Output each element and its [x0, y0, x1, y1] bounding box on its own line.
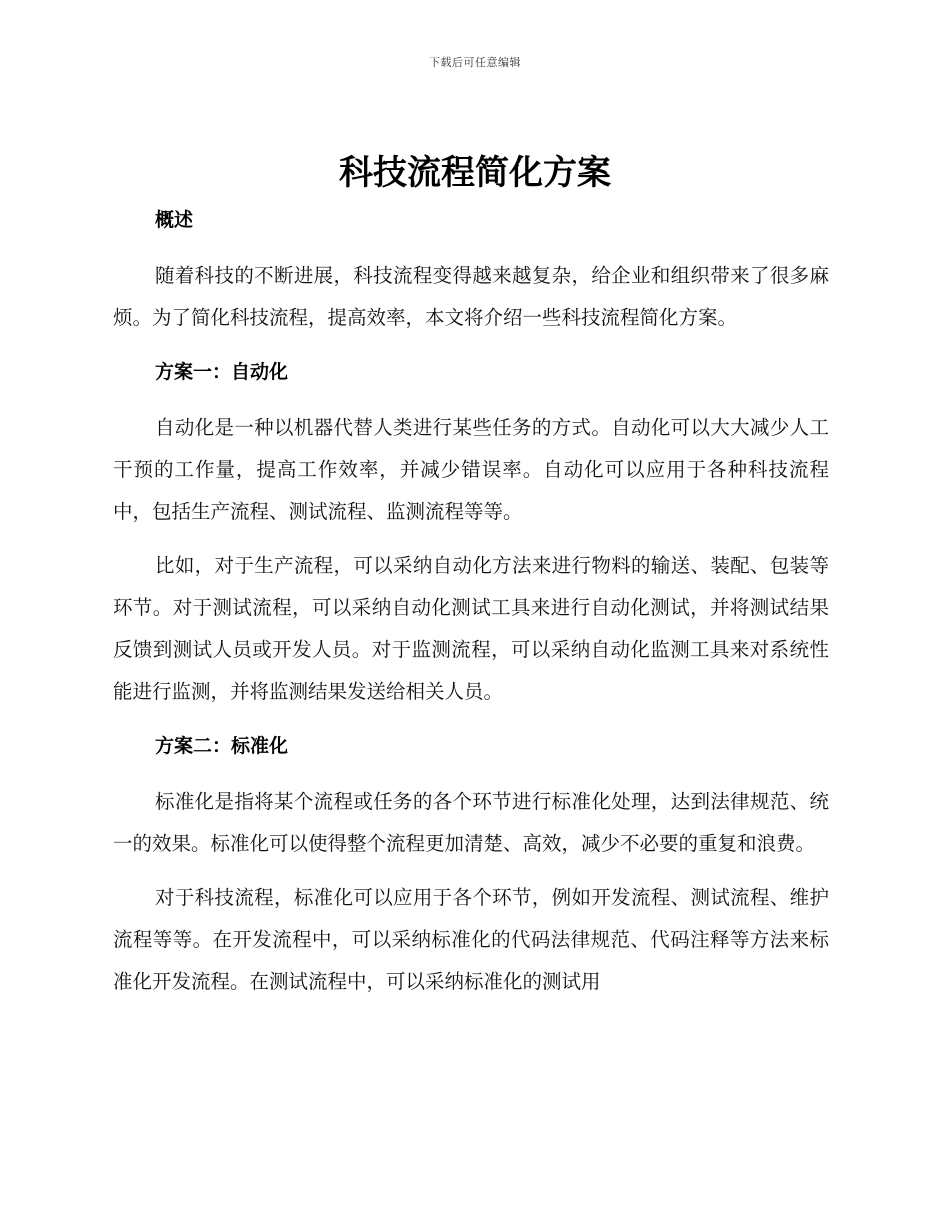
page-header-note: 下载后可任意编辑	[429, 56, 521, 69]
paragraph-overview-1: 随着科技的不断进展，科技流程变得越来越复杂，给企业和组织带来了很多麻烦。为了简化科技流程，提高效率，本文将介绍一些科技流程简化方案。	[113, 264, 829, 329]
paragraph-plan1-2: 比如，对于生产流程，可以采纳自动化方法来进行物料的输送、装配、包装等环节。对于测试流程，可以采纳自动化测试工具来进行自动化测试，并将测试结果反馈到测试人员或开发人员。对于监测流程，可以采纳自动化监测工具来对系统性能进行监测，并将监测结果发送给相关人员。	[113, 554, 829, 703]
section-heading-plan-automation: 方案一：自动化	[155, 361, 289, 383]
document-body	[113, 199, 829, 1003]
paragraph-plan2-2: 对于科技流程，标准化可以应用于各个环节，例如开发流程、测试流程、维护流程等等。在开发流程中，可以采纳标准化的代码法律规范、代码注释等方法来标准化开发流程。在测试流程中，可以采纳标准化的测试用	[113, 886, 829, 993]
section-heading-overview: 概述	[155, 209, 194, 231]
paragraph-plan1-1: 自动化是一种以机器代替人类进行某些任务的方式。自动化可以大大减少人工干预的工作量，提高工作效率，并减少错误率。自动化可以应用于各种科技流程中，包括生产流程、测试流程、监测流程等等。	[113, 416, 829, 523]
section-heading-plan-standardization: 方案二：标准化	[155, 735, 289, 757]
paragraph-plan2-1: 标准化是指将某个流程或任务的各个环节进行标准化处理，达到法律规范、统一的效果。标准化可以使得整个流程更加清楚、高效，减少不必要的重复和浪费。	[113, 790, 829, 855]
document-title: 科技流程简化方案	[339, 153, 611, 193]
